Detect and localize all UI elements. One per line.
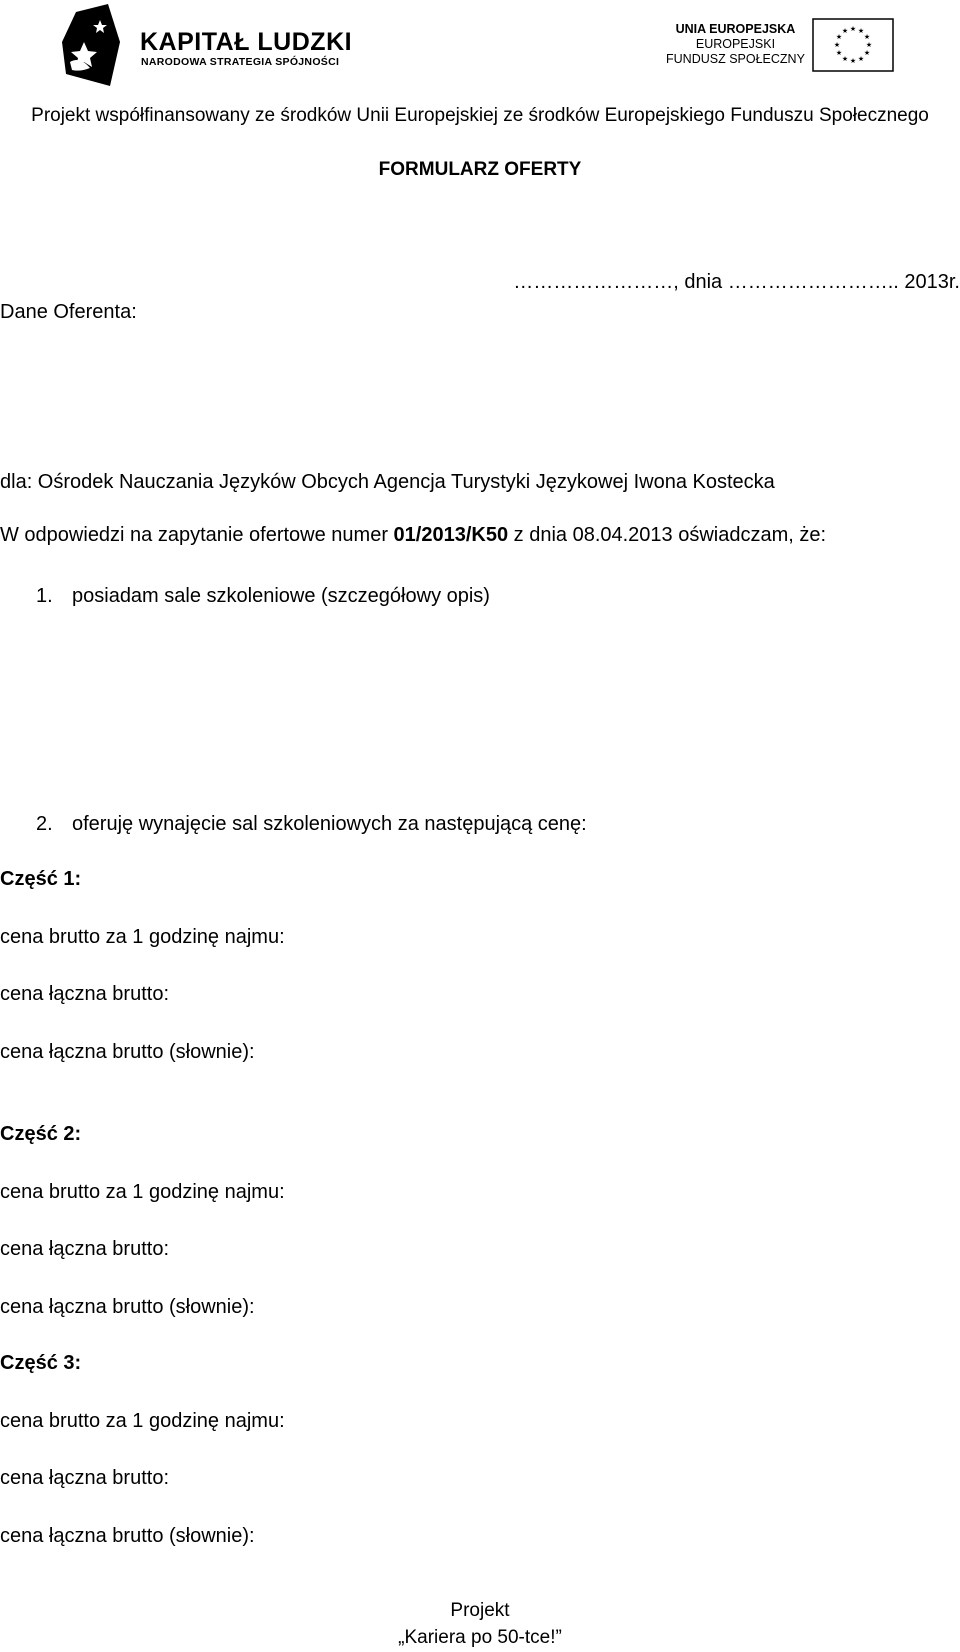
part-2-total-price: cena łączna brutto: (0, 1238, 169, 1260)
svg-text:★: ★ (849, 57, 857, 65)
svg-text:★: ★ (857, 27, 865, 35)
part-1-title: Część 1: (0, 868, 82, 890)
part-2-hourly-price: cena brutto za 1 godzinę najmu: (0, 1181, 285, 1203)
eu-line-2: EUROPEJSKI (695, 37, 776, 51)
eu-line-3: FUNDUSZ SPOŁECZNY (666, 52, 805, 66)
reference-line (0, 523, 826, 547)
svg-text:★: ★ (835, 49, 843, 57)
svg-text:★: ★ (841, 55, 849, 63)
svg-text:★: ★ (865, 41, 873, 49)
part-3-hourly-price: cena brutto za 1 godzinę najmu: (0, 1410, 285, 1432)
svg-text:★: ★ (833, 41, 841, 49)
footer-project-label: Projekt (450, 1600, 510, 1621)
reference-prefix: W odpowiedzi na zapytanie ofertowe numer (0, 524, 394, 546)
part-1-total-price: cena łączna brutto: (0, 983, 169, 1005)
kapital-ludzki-subtitle: NARODOWA STRATEGIA SPÓJNOŚCI (141, 56, 340, 68)
part-2-title: Część 2: (0, 1123, 82, 1145)
form-title: FORMULARZ OFERTY (378, 159, 582, 180)
part-3-total-price: cena łączna brutto: (0, 1467, 169, 1489)
list-item-1-number: 1. (36, 585, 53, 607)
reference-middle: z dnia (508, 524, 573, 546)
reference-number: 01/2013/K50 (393, 524, 509, 546)
recipient-line: dla: Ośrodek Nauczania Języków Obcych Agencja Turystyki Językowej Iwona Kostecka (0, 471, 775, 493)
kapital-ludzki-title: KAPITAŁ LUDZKI (140, 28, 353, 56)
eu-line-1: UNIA EUROPEJSKA (675, 22, 796, 36)
reference-date: 08.04.2013 (572, 524, 673, 546)
part-1-hourly-price: cena brutto za 1 godzinę najmu: (0, 926, 285, 948)
part-3-title: Część 3: (0, 1352, 82, 1374)
list-item-2 (36, 812, 587, 836)
list-item-1-text: posiadam sale szkoleniowe (szczegółowy opis) (72, 585, 490, 607)
list-item-2-text: oferuję wynajęcie sal szkoleniowych za następującą cenę: (72, 813, 587, 835)
svg-text:★: ★ (863, 49, 871, 57)
eu-flag-icon (812, 18, 894, 72)
svg-text:★: ★ (849, 25, 857, 33)
svg-text:★: ★ (841, 27, 849, 35)
part-3-total-words: cena łączna brutto (słownie): (0, 1525, 255, 1547)
part-1-total-words: cena łączna brutto (słownie): (0, 1041, 255, 1063)
cofinancing-note: Projekt współfinansowany ze środków Unii Europejskiej ze środków Europejskiego Funduszu Społecznego (31, 105, 929, 126)
eu-fund-text (666, 22, 805, 67)
list-item-1 (36, 584, 490, 608)
reference-suffix: oświadczam, że: (672, 524, 827, 546)
footer-project-name: „Kariera po 50-tce!” (398, 1627, 562, 1648)
svg-text:★: ★ (835, 33, 843, 41)
offeror-data-label: Dane Oferenta: (0, 301, 137, 323)
part-2-total-words: cena łączna brutto (słownie): (0, 1296, 255, 1318)
list-item-2-number: 2. (36, 813, 53, 835)
svg-text:★: ★ (857, 55, 865, 63)
place-date-field: ……………………, dnia …………………….. 2013r. (513, 271, 960, 293)
svg-text:★: ★ (863, 33, 871, 41)
